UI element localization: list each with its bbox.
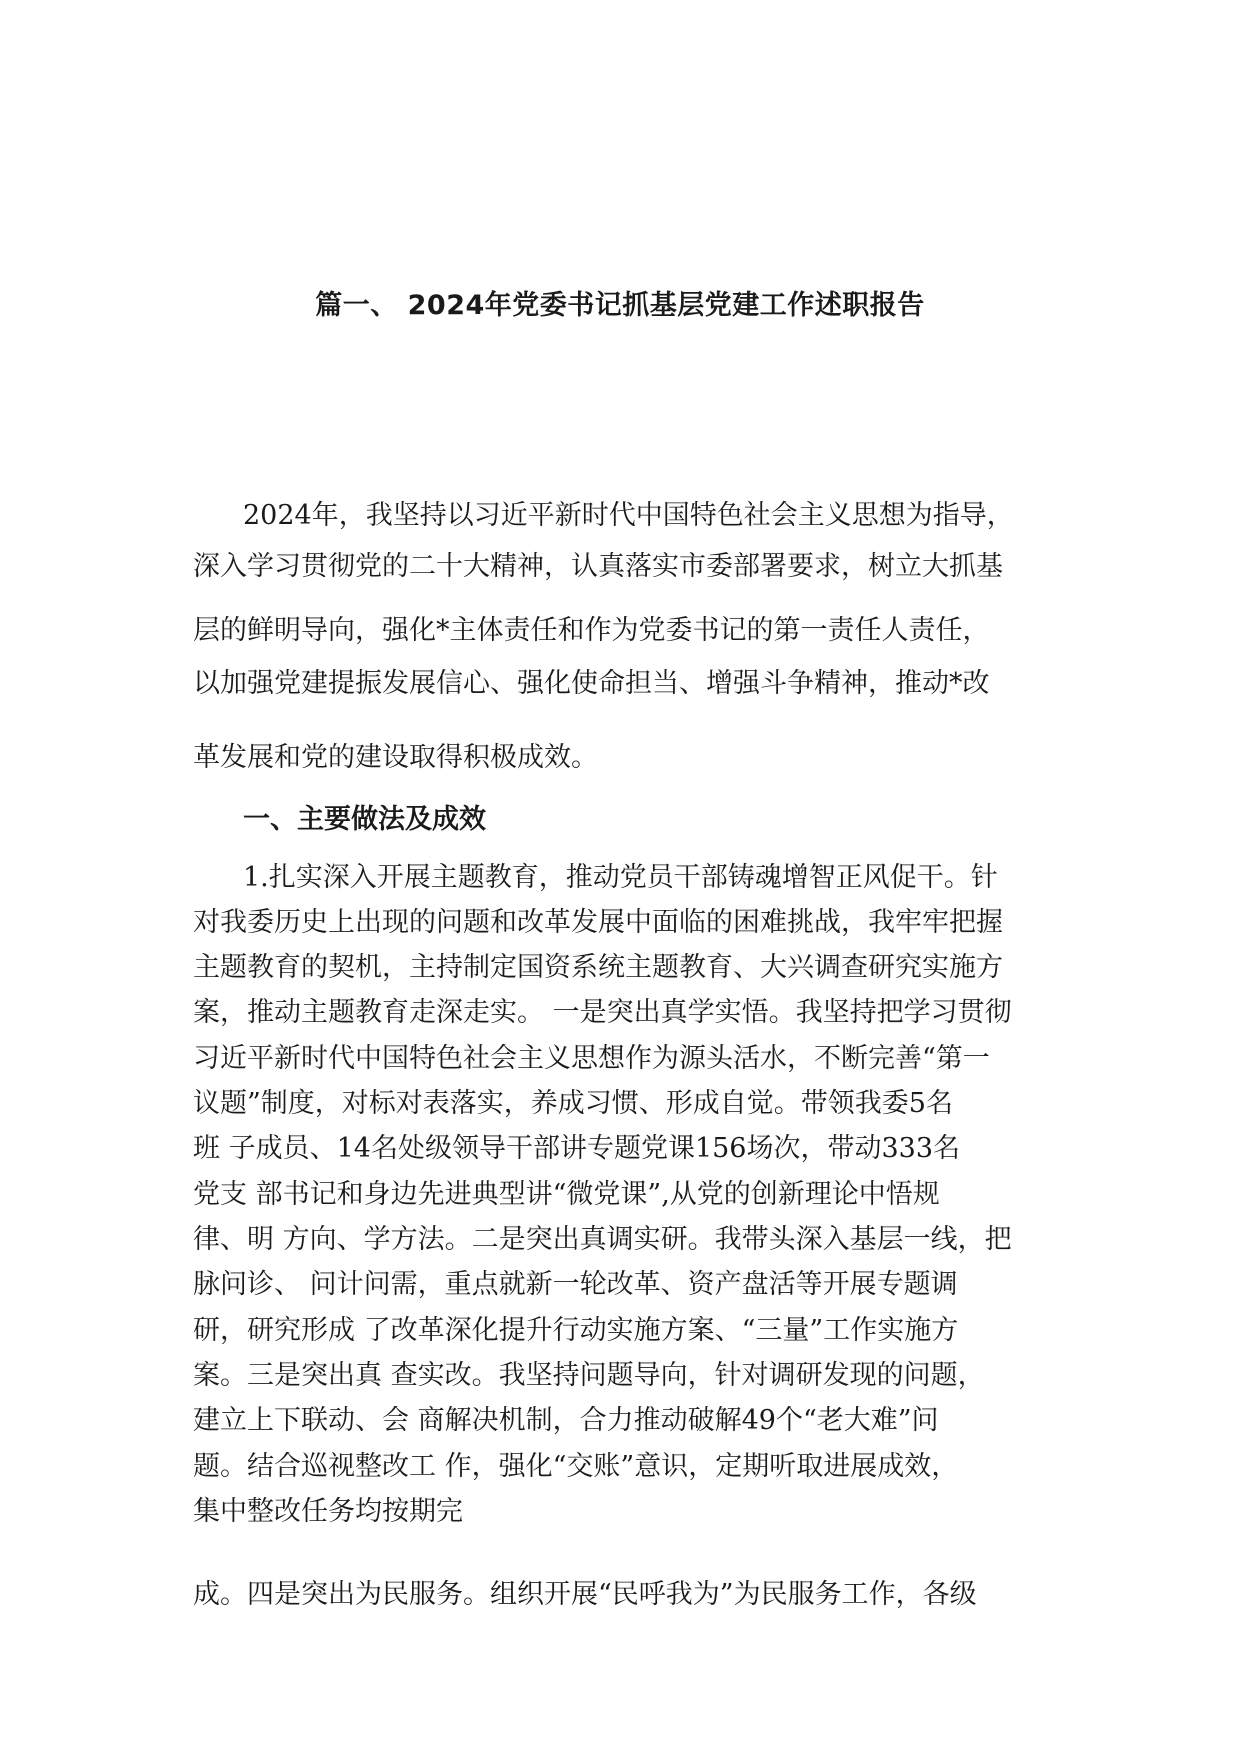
intro-line-5: 革发展和党的建设取得积极成效。 (193, 742, 598, 773)
body-line-11: 研，研究形成 了改革深化提升行动实施方案、“三量”工作实施方 (193, 1315, 959, 1346)
body-line-8: 党支 部书记和身边先进典型讲“微党课”,从党的创新理论中悟规 (193, 1179, 940, 1210)
body-line-5: 习近平新时代中国特色社会主义思想作为源头活水，不断完善“第一 (193, 1043, 990, 1074)
intro-line-3: 层的鲜明导向，强化*主体责任和作为党委书记的第一责任人责任， (193, 615, 990, 646)
body-line-9: 律、明 方向、学方法。二是突出真调实研。我带头深入基层一线，把 (193, 1224, 1012, 1255)
document-title: 篇一、 2024年党委书记抓基层党建工作述职报告 (315, 290, 925, 321)
body-line-1: 1.扎实深入开展主题教育，推动党员干部铸魂增智正风促干。针 (243, 862, 998, 893)
body-line-7: 班 子成员、14名处级领导干部讲专题党课156场次，带动333名 (193, 1133, 961, 1164)
body-line-4: 案，推动主题教育走深走实。 一是突出真学实悟。我坚持把学习贯彻 (193, 997, 1012, 1028)
section-heading: 一、主要做法及成效 (243, 804, 486, 835)
body-line-13: 建立上下联动、会 商解决机制，合力推动破解49个“老大难”问 (193, 1405, 939, 1436)
body-line-12: 案。三是突出真 查实改。我坚持问题导向，针对调研发现的问题， (193, 1360, 985, 1391)
intro-line-4: 以加强党建提振发展信心、强化使命担当、增强斗争精神，推动*改 (193, 668, 990, 699)
body-line-10: 脉问诊、 问计问需，重点就新一轮改革、资产盘活等开展专题调 (193, 1269, 958, 1300)
body-line-14: 题。结合巡视整改工 作，强化“交账”意识，定期听取进展成效， (193, 1451, 959, 1482)
body-line-6: 议题”制度，对标对表落实，养成习惯、形成自觉。带领我委5名 (193, 1088, 953, 1119)
body-line-16: 成。四是突出为民服务。组织开展“民呼我为”为民服务工作，各级 (193, 1579, 977, 1610)
body-line-2: 对我委历史上出现的问题和改革发展中面临的困难挑战，我牢牢把握 (193, 907, 1003, 938)
intro-line-2: 深入学习贯彻党的二十大精神，认真落实市委部署要求，树立大抓基 (193, 551, 1003, 582)
intro-line-1: 2024年，我坚持以习近平新时代中国特色社会主义思想为指导， (243, 500, 1014, 531)
body-line-15: 集中整改任务均按期完 (193, 1496, 463, 1527)
body-line-3: 主题教育的契机，主持制定国资系统主题教育、大兴调查研究实施方 (193, 952, 1003, 983)
